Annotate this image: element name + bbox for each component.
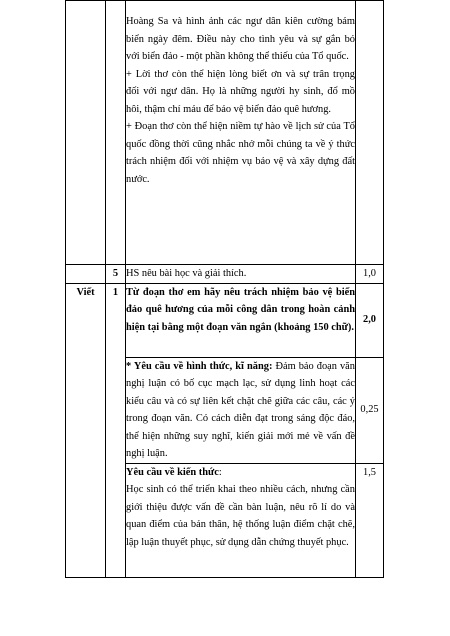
knowledge-requirements [126,463,356,577]
item-number: 1 [106,283,126,577]
table-row-5 [66,265,384,284]
section-label: Viết [66,283,106,577]
question-score: 2,0 [356,283,384,357]
score-cell-empty [356,1,384,265]
question-text: Từ đoạn thơ em hãy nêu trách nhiệm bảo vệ biển đảo quê hương của mỗi công dân trong hoàn cảnh hiện tại bằng một đoạn văn ngắn (khoảng 150 chữ). [126,283,356,357]
form-heading: * Yêu cầu về hình thức, kĩ năng: [126,360,273,372]
item-content: HS nêu bài học và giải thích. [126,265,356,284]
knowledge-body: Học sinh có thể triển khai theo nhiều cách, nhưng cần giới thiệu được vấn đề cần bàn luận, nêu rõ lí do và quan điểm của bản thân, hệ thống luận điểm chặt chẽ, lập luận thuyết phục, sử dụng dẫn chứng thuyết phục. [126,484,355,548]
table-row-viet-question [66,283,384,357]
knowledge-colon: : [218,466,222,478]
continuation-content [126,1,356,265]
form-requirements [126,357,356,463]
section-cell-empty [66,1,106,265]
paragraph-2: + Lời thơ còn thể hiện lòng biết ơn và sự trân trọng đối với ngư dân. Họ là những người hy sinh, đổ mồ hôi, thậm chí máu để bảo vệ biển đảo quê hương. [126,68,355,115]
item-score: 1,0 [356,265,384,284]
table-row-continuation [66,1,384,265]
item-number: 5 [106,265,126,284]
section-cell-empty [66,265,106,284]
form-body: Đảm bảo đoạn văn nghị luận có bố cục mạch lạc, sử dụng linh hoạt các kiểu câu và có sự liên kết chặt chẽ giữa các câu, các ý trong đoạn văn. Có cách diễn đạt trong sáng độc đáo, thể hiện những suy nghĩ, kiến giải mới mẻ về vấn đề nghị luận. [126,360,355,459]
paragraph-1: Hoàng Sa và hình ảnh các ngư dân kiên cường bám biển ngày đêm. Điều này cho tình yêu và sự gắn bó với biển đảo - một phần không thể thiếu của Tổ quốc. [126,16,355,62]
paragraph-3: + Đoạn thơ còn thể hiện niềm tự hào về lịch sử của Tổ quốc đồng thời cũng nhắc nhở mỗi chúng ta về ý thức trách nhiệm đối với nhiệm vụ bảo vệ và xây dựng đất nước. [126,121,355,185]
knowledge-score: 1,5 [356,463,384,577]
knowledge-heading: Yêu cầu về kiến thức [126,466,219,478]
number-cell-empty [106,1,126,265]
answer-key-table [65,0,384,578]
form-score: 0,25 [356,357,384,463]
